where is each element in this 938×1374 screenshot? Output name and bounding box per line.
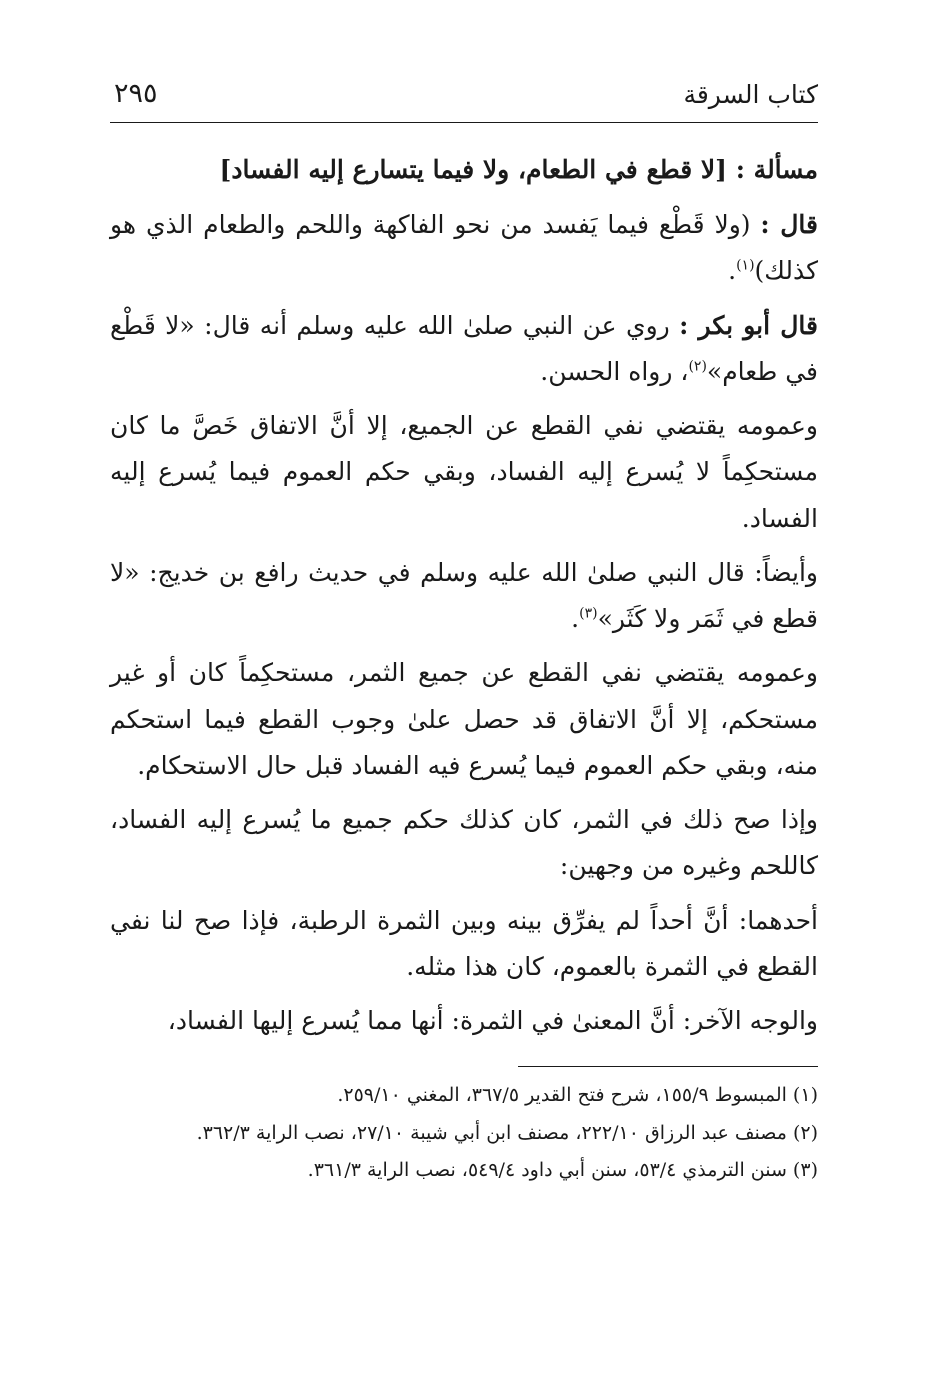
paragraph-text: وعمومه يقتضي نفي القطع عن الجميع، إلا أنَّ الاتفاق خَصَّ ما كان مستحكِماً لا يُسرع إليه الفساد، وبقي حكم العموم فيما يُسرع إليه الفساد. [110, 411, 818, 533]
paragraph-lead: قال أبو بكر : [679, 310, 818, 340]
paragraph-text: روي عن النبي صلىٰ الله عليه وسلم أنه قال: «لا قَطْع في طعام» [110, 310, 818, 386]
paragraph-text: وأيضاً: قال النبي صلىٰ الله عليه وسلم في حديث رافع بن خديج: «لا قطع في ثَمَر ولا كَثَر» [110, 557, 818, 633]
paragraph-lead: قال : [760, 210, 818, 239]
paragraph-tail: ، رواه الحسن. [540, 356, 689, 386]
footnote: (٣) سنن الترمذي ٥٣/٤، سنن أبي داود ٥٤٩/٤، نصب الراية ٣٦١/٣. [307, 1158, 818, 1181]
paragraph [110, 303, 818, 396]
paragraph [110, 898, 818, 991]
header-rule [110, 122, 818, 123]
paragraph-tail: . [728, 256, 737, 286]
issue-heading-label: مسألة : [735, 155, 818, 184]
page-body [110, 150, 818, 1187]
paragraph [110, 550, 818, 643]
footnote: (١) المبسوط ١٥٥/٩، شرح فتح القدير ٣٦٧/٥، المغني ٢٥٩/١٠. [337, 1084, 818, 1107]
footnote-ref: (٢) [688, 358, 707, 375]
footnote-ref: (٣) [579, 605, 598, 622]
paragraph [110, 998, 818, 1044]
footnote-separator [518, 1066, 818, 1067]
paragraph [110, 403, 818, 542]
paragraph-text: وعمومه يقتضي نفي القطع عن جميع الثمر، مستحكِماً كان أو غير مستحكم، إلا أنَّ الاتفاق قد حصل علىٰ وجوب القطع فيما استحكم منه، وبقي حكم العموم فيما يُسرع فيه الفساد قبل حال الاستحكام. [110, 658, 818, 780]
paragraph-text: والوجه الآخر: أنَّ المعنىٰ في الثمرة: أنها مما يُسرع إليها الفساد، [167, 1006, 818, 1035]
page-number: ٢٩٥ [114, 78, 158, 109]
paragraph [110, 202, 818, 295]
footnote-ref: (١) [736, 257, 755, 274]
footnote: (٢) مصنف عبد الرزاق ٢٢٢/١٠، مصنف ابن أبي شيبة ٢٧/١٠، نصب الراية ٣٦٢/٣. [196, 1121, 818, 1144]
running-title: كتاب السرقة [683, 80, 818, 109]
paragraph [110, 650, 818, 789]
paragraph-text: (ولا قَطْع فيما يَفسد من نحو الفاكهة واللحم والطعام الذي هو كذلك) [110, 210, 818, 286]
footnotes [110, 1079, 818, 1187]
issue-heading [110, 150, 818, 190]
paragraph-text: وإذا صح ذلك في الثمر، كان كذلك حكم جميع ما يُسرع إليه الفساد، كاللحم وغيره من وجهين: [110, 805, 818, 881]
paragraph-text: أحدهما: أنَّ أحداً لم يفرِّق بينه وبين الثمرة الرطبة، فإذا صح لنا نفي القطع في الثمرة بالعموم، كان هذا مثله. [110, 905, 818, 981]
paragraph [110, 797, 818, 890]
paragraph-tail: . [571, 604, 580, 633]
page-header [110, 70, 818, 116]
book-page [110, 70, 818, 1191]
issue-heading-text: [لا قطع في الطعام، ولا فيما يتسارع إليه الفساد] [219, 155, 728, 184]
